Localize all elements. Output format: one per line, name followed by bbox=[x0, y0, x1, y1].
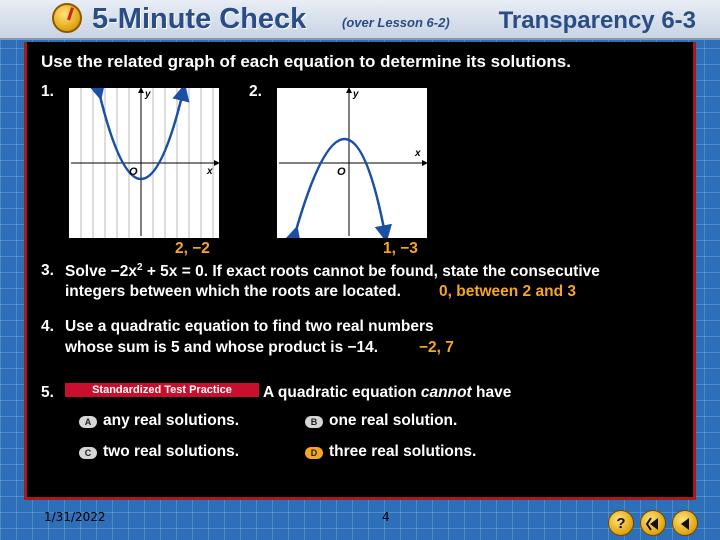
q1-answer: 2, −2 bbox=[175, 240, 210, 257]
header-bar bbox=[0, 0, 720, 40]
q2-graph-svg bbox=[277, 88, 427, 238]
q4-line2: whose sum is 5 and whose product is −14. bbox=[65, 339, 379, 356]
choice-b-letter[interactable]: B bbox=[305, 416, 323, 428]
q5-number: 5. bbox=[41, 384, 54, 401]
q1-origin-label: O bbox=[129, 166, 138, 178]
q3-answer: 0, between 2 and 3 bbox=[439, 283, 576, 300]
choice-d-text[interactable]: three real solutions. bbox=[329, 443, 477, 460]
q5-stem-emphasis: cannot bbox=[420, 384, 472, 401]
choice-c-text[interactable]: two real solutions. bbox=[103, 443, 240, 460]
q3-exponent: 2 bbox=[136, 262, 143, 273]
choice-a-text[interactable]: any real solutions. bbox=[103, 412, 240, 429]
q3-line2: integers between which the roots are located. bbox=[65, 283, 401, 300]
q5-stem-a: A quadratic equation bbox=[263, 384, 421, 401]
choice-d-letter[interactable]: D bbox=[305, 447, 323, 459]
choice-c-letter[interactable]: C bbox=[79, 447, 97, 459]
q2-x-label: x bbox=[415, 148, 421, 159]
q2-number: 2. bbox=[249, 83, 262, 100]
q3-line1-a: Solve −2x bbox=[65, 263, 137, 281]
instructions-text: Use the related graph of each equation to determine its solutions. bbox=[41, 52, 571, 71]
previous-icon bbox=[673, 511, 699, 537]
q3-number: 3. bbox=[41, 262, 54, 279]
choice-a-letter[interactable]: A bbox=[79, 416, 97, 428]
q4-line1: Use a quadratic equation to find two real numbers bbox=[65, 318, 434, 335]
q4-answer: −2, 7 bbox=[419, 339, 454, 356]
previous-button[interactable] bbox=[672, 510, 698, 536]
skip-back-icon bbox=[641, 511, 667, 537]
footer-page-number: 4 bbox=[382, 510, 390, 524]
help-button[interactable] bbox=[608, 510, 634, 536]
transparency-label: Transparency 6-3 bbox=[498, 7, 696, 34]
help-icon: ? bbox=[616, 514, 626, 532]
content-panel bbox=[24, 42, 696, 500]
q1-graph-svg bbox=[69, 88, 219, 238]
q3-line1 bbox=[65, 262, 600, 281]
q1-y-label: y bbox=[145, 89, 151, 100]
q3-line1-b: + 5x = 0. If exact roots cannot be found, state the consecutive bbox=[142, 263, 600, 281]
q5-stem-b: have bbox=[471, 384, 512, 401]
footer-date: 1/31/2022 bbox=[44, 510, 106, 524]
header-title: 5-Minute Check bbox=[92, 3, 307, 35]
q2-y-label: y bbox=[353, 89, 359, 100]
standardized-test-badge: Standardized Test Practice bbox=[65, 383, 259, 397]
q1-graph bbox=[69, 88, 219, 238]
q2-origin-label: O bbox=[337, 166, 346, 178]
q2-answer: 1, −3 bbox=[383, 240, 418, 257]
clock-icon bbox=[52, 3, 82, 33]
q1-number: 1. bbox=[41, 83, 54, 100]
q1-x-label: x bbox=[207, 166, 213, 177]
choice-b-text[interactable]: one real solution. bbox=[329, 412, 458, 429]
back-to-start-button[interactable] bbox=[640, 510, 666, 536]
q5-stem bbox=[263, 384, 511, 402]
q2-graph bbox=[277, 88, 427, 238]
q4-number: 4. bbox=[41, 318, 54, 335]
header-subtitle: (over Lesson 6-2) bbox=[342, 15, 450, 30]
